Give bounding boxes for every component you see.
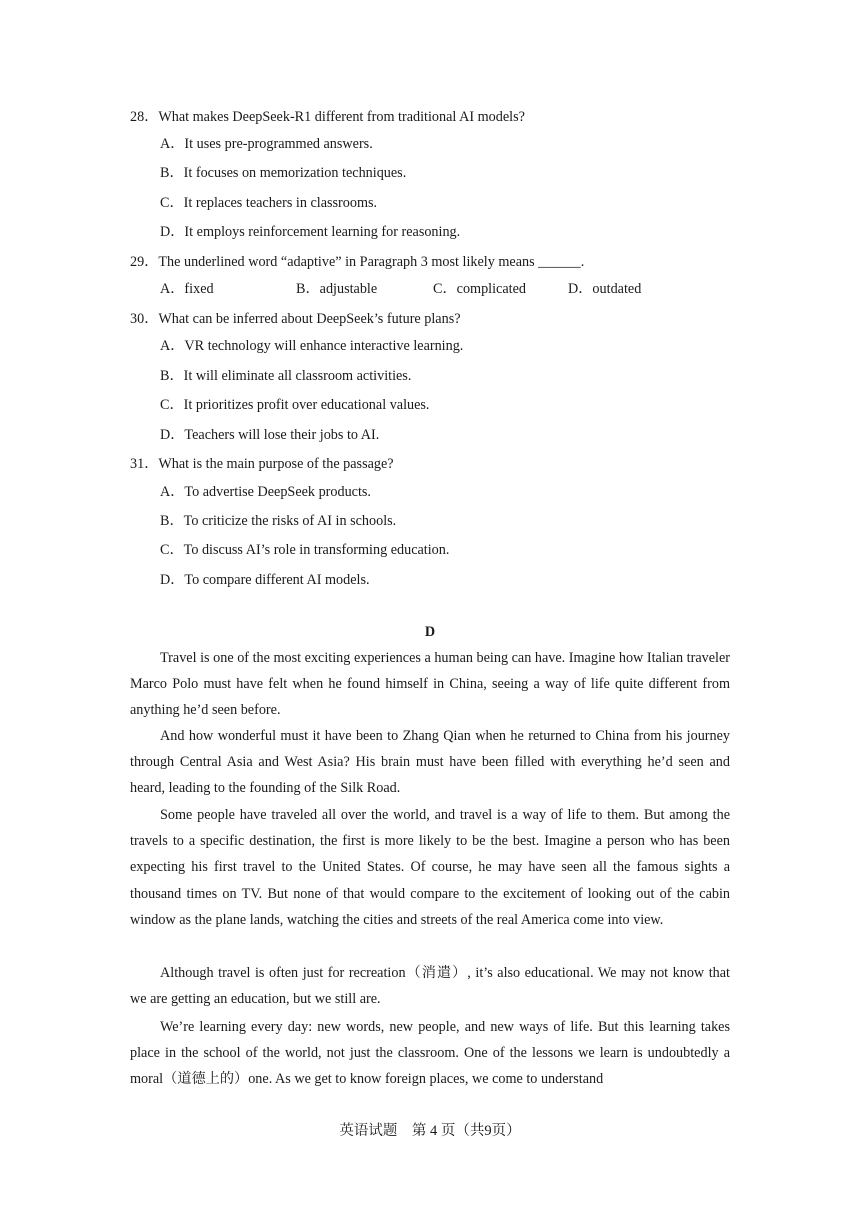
question-28-stem: 28．What makes DeepSeek-R1 different from traditional AI models? (130, 109, 525, 125)
passage-paragraph-3: Some people have traveled all over the world, and travel is a way of life to them. But among the travels to a specific destination, the first is more likely to be the best. Imagine a person who has been expecting his first travel to the United States. Of course, he may have seen all the famous sights a thousand times on TV. But none of that would compare to the excitement of looking out of the cabin window as the plane lands, watching the cities and streets of the real America come into view. (130, 807, 730, 928)
page-footer: 英语试题 第 4 页（共9页） (339, 1123, 521, 1139)
question-29-option-a: A．fixed (160, 281, 214, 297)
question-30-stem: 30．What can be inferred about DeepSeek’s future plans? (130, 311, 461, 327)
question-29-stem: 29．The underlined word “adaptive” in Paragraph 3 most likely means ______. (130, 254, 585, 270)
question-31-option-a: A．To advertise DeepSeek products. (160, 484, 371, 500)
passage-paragraph-2: And how wonderful must it have been to Zhang Qian when he returned to China from his journey through Central Asia and West Asia? His brain must have been filled with everything he’d seen and heard, leading to the founding of the Silk Road. (130, 728, 730, 797)
question-29-option-b: B．adjustable (296, 281, 378, 297)
question-28-option-c: C．It replaces teachers in classrooms. (160, 195, 378, 211)
question-31-option-b: B．To criticize the risks of AI in schools. (160, 513, 397, 529)
passage-paragraph-5: We’re learning every day: new words, new people, and new ways of life. But this learning takes place in the school of the world, not just the classroom. One of the lessons we learn is undoubtedly a moral（道德上的）one. As we get to know foreign places, we come to understand (130, 1019, 730, 1088)
question-30-option-c: C．It prioritizes profit over educational values. (160, 397, 430, 413)
section-title: D (424, 624, 436, 640)
question-31-stem: 31．What is the main purpose of the passage? (130, 456, 394, 472)
question-31-option-c: C．To discuss AI’s role in transforming education. (160, 542, 450, 558)
question-30-option-b: B．It will eliminate all classroom activities. (160, 368, 412, 384)
question-29-option-c: C．complicated (433, 281, 526, 297)
question-29-option-d: D．outdated (568, 281, 642, 297)
passage-paragraph-1: Travel is one of the most exciting experiences a human being can have. Imagine how Italian traveler Marco Polo must have felt when he found himself in China, seeing a way of life quite different from anything he’d seen before. (130, 650, 730, 719)
question-30-option-a: A．VR technology will enhance interactive learning. (160, 338, 464, 354)
question-30-option-d: D．Teachers will lose their jobs to AI. (160, 427, 380, 443)
passage-paragraph-4: Although travel is often just for recreation（消遣）, it’s also educational. We may not know that we are getting an education, but we still are. (130, 965, 730, 1008)
question-28-option-a: A．It uses pre-programmed answers. (160, 136, 373, 152)
question-28-option-d: D．It employs reinforcement learning for reasoning. (160, 224, 461, 240)
question-28-option-b: B．It focuses on memorization techniques. (160, 165, 407, 181)
question-31-option-d: D．To compare different AI models. (160, 572, 370, 588)
